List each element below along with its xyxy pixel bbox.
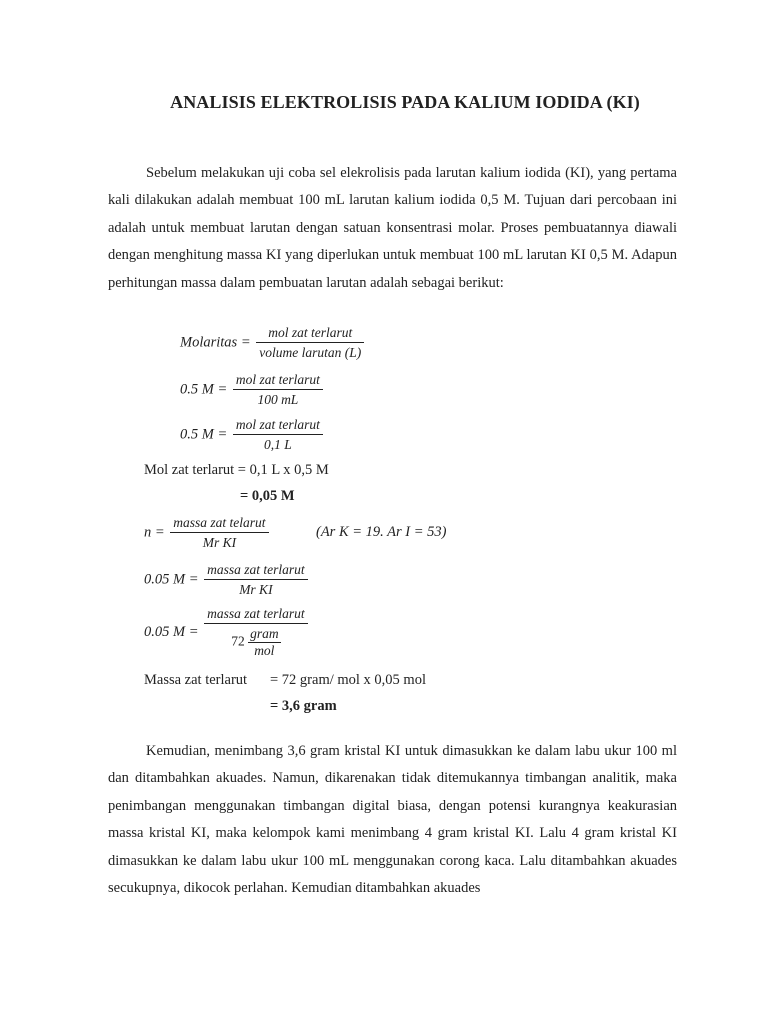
equation-fraction (256, 325, 364, 361)
fraction-numerator: massa zat telarut (170, 515, 268, 533)
equation-lhs: 0.5 M = (180, 381, 228, 398)
fraction-numerator: mol zat terlarut (256, 325, 364, 343)
molarity-100ml-equation (180, 372, 323, 408)
molarity-01l-equation (180, 417, 323, 453)
fraction-denominator: volume larutan (L) (259, 345, 362, 360)
equation-fraction (233, 372, 323, 408)
mol-result: = 0,05 M (240, 488, 295, 504)
molaritas-equation (180, 325, 364, 361)
fraction-denominator: Mr KI (202, 535, 237, 550)
fraction-denominator: Mr KI (239, 582, 273, 597)
intro-paragraph: Sebelum melakukan uji coba sel elekrolisis pada larutan kalium iodida (KI), yang pertama kali dilakukan adalah membuat 100 mL larutan kalium iodida 0,5 M. Tujuan dari percobaan ini adalah untuk membuat larutan dengan satuan konsentrasi molar. Proses pembuatannya diawali dengan menghitung massa KI yang diperlukan untuk membuat 100 mL larutan KI 0,5 M. Adapun perhitungan massa dalam pembuatan larutan adalah sebagai berikut: (108, 165, 677, 291)
equation-lhs: 0.05 M = (144, 571, 199, 588)
mole-mass-equation (144, 515, 269, 551)
mass-gram-mol-equation (144, 606, 308, 659)
mol-calculation-line: Mol zat terlarut = 0,1 L x 0,5 M (144, 462, 329, 478)
massa-calculation-label: Massa zat terlarut (144, 672, 248, 688)
fraction-numerator: mol zat terlarut (233, 372, 323, 390)
equation-fraction (204, 562, 308, 598)
fraction-denominator: 0,1 L (264, 437, 292, 452)
document-title: ANALISIS ELEKTROLISIS PADA KALIUM IODIDA (KI) (170, 92, 640, 112)
fraction-numerator: mol zat terlarut (233, 417, 323, 435)
denominator-coefficient: 72 (231, 633, 245, 649)
equation-fraction (204, 606, 308, 659)
fraction-denominator: 100 mL (257, 392, 299, 407)
equation-lhs: 0.05 M = (144, 624, 199, 640)
fraction-denominator (204, 624, 308, 659)
unit-fraction (248, 626, 281, 659)
procedure-paragraph: Kemudian, menimbang 3,6 gram kristal KI untuk dimasukkan ke dalam labu ukur 100 ml dan ditambahkan akuades. Namun, dikarenakan tidak ditemukannya timbangan analitik, maka penimbangan menggunakan timbangan digital biasa, dengan potensi kurangnya keakurasian massa kristal KI, maka kelompok kami menimbang 4 gram kristal KI. Lalu 4 gram kristal KI dimasukkan ke dalam labu ukur 100 mL menggunakan corong kaca. Lalu ditambahkan akuades secukupnya, dikocok perlahan. Kemudian ditambahkan akuades (108, 743, 677, 897)
equation-fraction (233, 417, 323, 453)
massa-calculation-value: = 72 gram/ mol x 0,05 mol (270, 672, 426, 688)
equation-lhs: Molaritas = (180, 334, 251, 351)
atomic-mass-note: (Ar K = 19. Ar I = 53) (316, 524, 447, 540)
mass-mr-equation (144, 562, 308, 598)
fraction-numerator: massa zat terlarut (204, 562, 308, 580)
equation-fraction (170, 515, 268, 551)
unit-numerator: gram (250, 626, 279, 641)
unit-denominator: mol (254, 643, 275, 658)
equation-lhs: n = (144, 524, 165, 541)
equation-lhs: 0.5 M = (180, 426, 228, 443)
fraction-numerator: massa zat terlarut (204, 606, 308, 624)
massa-result: = 3,6 gram (270, 698, 337, 714)
